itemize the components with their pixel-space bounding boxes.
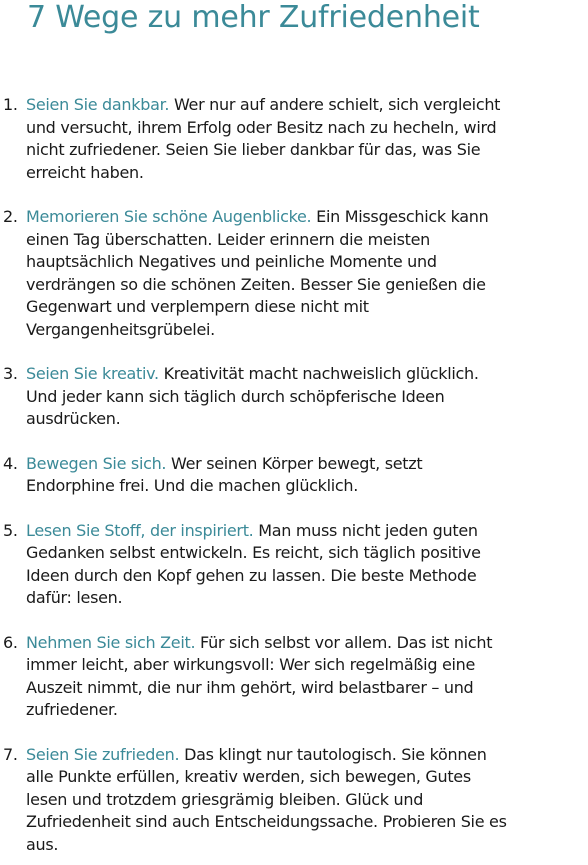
item-body-text: Man muss nicht jeden guten	[253, 520, 478, 540]
item-text-line: Ideen durch den Kopf gehen zu lassen. Die beste Methode	[26, 565, 477, 585]
item-text-line: lesen und trotzdem griesgrämig bleiben. Glück und	[26, 789, 424, 809]
item-text-line: aus.	[26, 834, 59, 854]
item-body-text: Wer nur auf andere schielt, sich vergleicht	[169, 95, 501, 114]
list-item	[0, 632, 588, 722]
item-text-line: Gegenwart und verplempern diese nicht mit	[26, 297, 369, 316]
item-body-text: Wer seinen Körper bewegt, setzt	[166, 453, 423, 473]
item-text-line	[26, 453, 588, 476]
item-heading: Seien Sie zufrieden.	[26, 744, 180, 764]
item-text-line	[26, 94, 588, 117]
item-number: 4.	[3, 453, 18, 473]
item-text-line: alle Punkte erfüllen, kreativ werden, sich bewegen, Gutes	[26, 767, 471, 786]
tips-list	[0, 94, 588, 865]
item-number: 3.	[3, 364, 18, 383]
item-text-line: und versucht, ihrem Erfolg oder Besitz nach zu hecheln, wird	[26, 117, 497, 137]
page-title: 7 Wege zu mehr Zufriedenheit	[27, 0, 480, 35]
list-item	[0, 363, 588, 431]
item-body-text: Für sich selbst vor allem. Das ist nicht	[195, 632, 493, 652]
item-body-text: Kreativität macht nachweislich glücklich.	[158, 364, 479, 383]
item-text-line	[26, 744, 588, 767]
list-item	[0, 94, 588, 184]
item-text-line	[26, 632, 588, 655]
list-item	[0, 520, 588, 610]
item-body-text: Ein Missgeschick kann	[311, 207, 489, 226]
item-heading: Seien Sie dankbar.	[26, 95, 170, 114]
item-text-line: nicht zufriedener. Seien Sie lieber dankbar für das, was Sie	[26, 140, 481, 159]
item-text-line: zufriedener.	[26, 700, 118, 719]
item-text-line: Vergangenheitsgrübelei.	[26, 319, 215, 339]
item-body-text: Das klingt nur tautologisch. Sie können	[179, 744, 487, 764]
item-text-line	[26, 206, 588, 229]
item-text-line: ausdrücken.	[26, 409, 121, 428]
item-text-line	[26, 520, 588, 543]
item-text-line: einen Tag überschatten. Leider erinnern die meisten	[26, 229, 430, 249]
item-text-line: Und jeder kann sich täglich durch schöpferische Ideen	[26, 386, 445, 406]
list-item	[0, 206, 588, 341]
item-heading: Memorieren Sie schöne Augenblicke.	[26, 207, 312, 226]
item-heading: Nehmen Sie sich Zeit.	[26, 632, 196, 652]
item-heading: Seien Sie kreativ.	[26, 364, 159, 383]
item-text-line: Gedanken selbst entwickeln. Es reicht, sich täglich positive	[26, 543, 481, 562]
item-text-line: immer leicht, aber wirkungsvoll: Wer sich regelmäßig eine	[26, 655, 476, 674]
item-number: 7.	[3, 744, 18, 764]
list-item	[0, 453, 588, 498]
item-text-line: Zufriedenheit sind auch Entscheidungssache. Probieren Sie es	[26, 812, 507, 831]
list-item	[0, 744, 588, 857]
item-text-line: verdrängen so die schönen Zeiten. Besser Sie genießen die	[26, 274, 486, 294]
item-heading: Lesen Sie Stoff, der inspiriert.	[26, 520, 254, 540]
item-heading: Bewegen Sie sich.	[26, 453, 167, 473]
item-number: 6.	[3, 632, 18, 652]
item-text-line: erreicht haben.	[26, 162, 144, 182]
item-number: 5.	[3, 520, 18, 540]
item-text-line: hauptsächlich Negatives und peinliche Momente und	[26, 252, 437, 271]
item-text-line	[26, 363, 588, 386]
item-text-line: Endorphine frei. Und die machen glücklich.	[26, 476, 359, 495]
item-number: 2.	[3, 207, 18, 226]
item-text-line: Auszeit nimmt, die nur ihm gehört, wird belastbarer – und	[26, 677, 474, 697]
item-number: 1.	[3, 95, 18, 114]
item-text-line: dafür: lesen.	[26, 588, 123, 607]
